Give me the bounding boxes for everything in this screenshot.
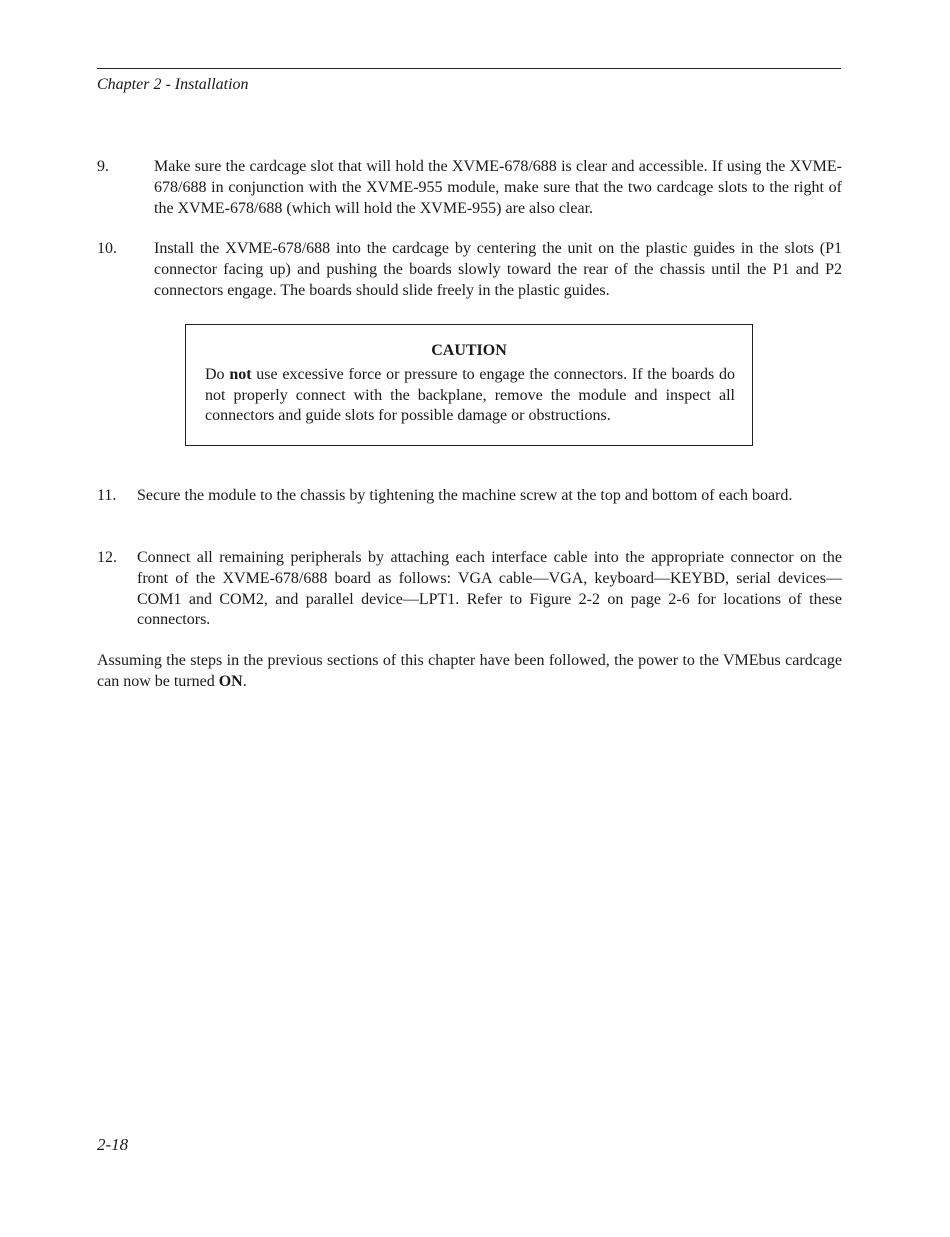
closing-paragraph — [97, 651, 842, 693]
step-number: 10. — [97, 240, 117, 257]
caution-body: use excessive force or pressure to engage the connectors. If the boards do not properly connect with the backplane, remove the module and inspect all connectors and guide slots for possible damage or obstructions. — [205, 366, 735, 424]
caution-emphasis: not — [229, 366, 252, 383]
step-text: Secure the module to the chassis by tightening the machine screw at the top and bottom of each board. — [137, 487, 793, 504]
step-number: 12. — [97, 549, 117, 566]
caution-lead: Do — [205, 366, 230, 383]
running-header: Chapter 2 - Installation — [97, 76, 249, 93]
caution-box — [185, 324, 753, 446]
step-12 — [97, 548, 842, 633]
step-11 — [97, 486, 842, 531]
page-number: 2-18 — [97, 1135, 129, 1154]
closing-text: Assuming the steps in the previous sections of this chapter have been followed, the power to the VMEbus cardcage can now be turned — [97, 652, 842, 690]
step-number: 9. — [97, 158, 109, 175]
step-text: Make sure the cardcage slot that will hold the XVME-678/688 is clear and accessible. If using the XVME-678/688 in conjunction with the XVME-955 module, make sure that the two cardcage slots to the right of the XVME-678/688 (which will hold the XVME-955) are also clear. — [154, 158, 842, 217]
header-rule — [97, 68, 841, 69]
caution-text — [205, 365, 735, 427]
closing-end: . — [242, 672, 247, 690]
step-text: Connect all remaining peripherals by attaching each interface cable into the appropriate connector on the front of the XVME-678/688 board as follows: VGA cable—VGA, keyboard—KEYBD, serial devices—COM1 and COM2, and parallel device—LPT1. Refer to Figure 2-2 on page 2-6 for locations of these connectors. — [137, 549, 842, 629]
caution-title: CAUTION — [431, 342, 507, 359]
step-10 — [97, 239, 842, 304]
step-number: 11. — [97, 487, 117, 504]
step-text: Install the XVME-678/688 into the cardcage by centering the unit on the plastic guides in the slots (P1 connector facing up) and pushing the boards slowly toward the rear of the chassis until the P1 and P2 connectors engage. The boards should slide freely in the plastic guides. — [154, 240, 842, 299]
step-9 — [97, 157, 842, 222]
closing-emphasis: ON — [218, 672, 243, 690]
